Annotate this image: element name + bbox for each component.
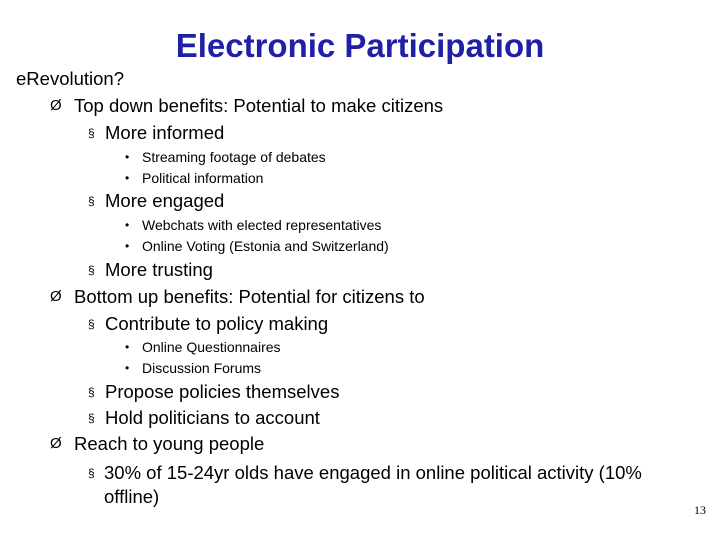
outline-text: Propose policies themselves	[105, 381, 340, 402]
outline-text: 30% of 15-24yr olds have engaged in online political activity (10% offline)	[104, 462, 642, 507]
outline-text: More trusting	[105, 259, 213, 280]
section-bullet-icon: §	[88, 194, 95, 208]
section-bullet-icon: §	[88, 411, 95, 425]
section-bullet-icon: §	[88, 317, 95, 331]
section-bullet-icon: §	[88, 263, 95, 277]
section-bullet-icon: §	[88, 385, 95, 399]
outline-text: Online Voting (Estonia and Switzerland)	[142, 238, 389, 254]
dot-bullet-icon: •	[125, 239, 130, 253]
slide-title: Electronic Participation	[175, 27, 545, 64]
dot-bullet-icon: •	[125, 340, 130, 354]
arrow-bullet-icon: Ø	[50, 97, 62, 114]
outline-text: Contribute to policy making	[105, 313, 329, 334]
outline-text: Top down benefits: Potential to make citizens	[74, 95, 444, 116]
dot-bullet-icon: •	[125, 171, 130, 185]
arrow-bullet-icon: Ø	[50, 435, 62, 452]
page-number: 13	[694, 503, 706, 517]
dot-bullet-icon: •	[125, 150, 130, 164]
section-bullet-icon: §	[88, 126, 95, 140]
outline-text: Political information	[142, 170, 264, 186]
outline-text: Streaming footage of debates	[142, 149, 326, 165]
dot-bullet-icon: •	[125, 361, 130, 375]
section-bullet-icon: §	[88, 466, 95, 480]
outline-text: Reach to young people	[74, 433, 265, 454]
outline-text: Online Questionnaires	[142, 339, 281, 355]
outline-text: Discussion Forums	[142, 360, 262, 376]
arrow-bullet-icon: Ø	[50, 288, 62, 305]
outline-text: Bottom up benefits: Potential for citizens to	[74, 286, 425, 307]
outline-text: Webchats with elected representatives	[142, 217, 382, 233]
outline-text: More informed	[105, 122, 225, 143]
outline-text: Hold politicians to account	[105, 407, 320, 428]
outline-item	[16, 67, 124, 91]
outline-text: More engaged	[105, 190, 225, 211]
outline-text: eRevolution?	[16, 68, 124, 89]
dot-bullet-icon: •	[125, 218, 130, 232]
